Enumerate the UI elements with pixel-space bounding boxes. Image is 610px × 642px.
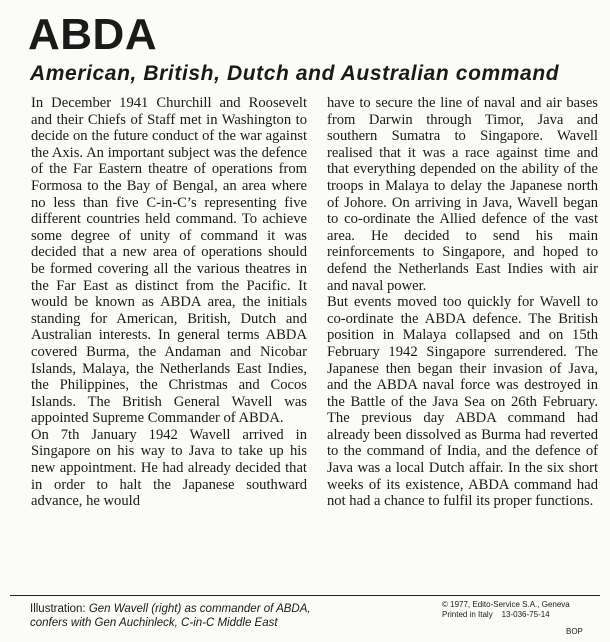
copyright-line: © 1977, Edito-Service S.A., Geneva <box>442 600 570 609</box>
left-text-column <box>31 95 307 510</box>
card-title: ABDA <box>28 10 158 59</box>
card-subtitle: American, British, Dutch and Australian command <box>30 62 560 85</box>
illustration-caption <box>30 602 311 630</box>
body-paragraph: have to secure the line of naval and air bases from Darwin through Timor, Java and southern Sumatra to Singapore. Wavell realised that it was a race against time and that everything depended on the ability of the troops in Malaya to delay the Japanese north of Johore. On arriving in Java, Wavell began to co-ordinate the Allied defence of the vast area. He decided to send his main reinforcements to Singapore, and hoped to defend the Netherlands East Indies with air and naval power. <box>327 95 598 294</box>
card-number: 13-036-75-14 <box>501 610 550 619</box>
body-paragraph: In December 1941 Churchill and Roosevelt and their Chiefs of Staff met in Washington to decide on the future conduct of the war against the Axis. An important subject was the defence of the Far Eastern theatre of operations from Formosa to the Bay of Bengal, an area where no less than five C-in-C’s representing five different countries held command. To achieve some degree of unity of command it was decided that a new area of operations should be formed covering all the various theatres in the Far East as distinct from the Pacific. It would be known as ABDA area, the initials standing for American, British, Dutch and Australian interests. In general terms ABDA covered Burma, the Andaman and Nicobar Islands, Malaya, the Netherlands East Indies, the Philippines, the Christmas and Cocos Islands. The British General Wavell was appointed Supreme Commander of ABDA. <box>31 95 307 427</box>
body-paragraph: On 7th January 1942 Wavell arrived in Singapore on his way to Java to take up his new appointment. He had already decided that in order to halt the Japanese southward advance, he would <box>31 426 307 510</box>
publisher-credits <box>442 600 570 620</box>
printed-in: Printed in Italy <box>442 610 493 619</box>
body-paragraph: But events moved too quickly for Wavell to co-ordinate the ABDA defence. The British position in Malaya collapsed and on 15th February 1942 Singapore surrendered. The Japanese then began their invasion of Java, and the ABDA naval force was destroyed in the Battle of the Java Sea on 26th February. The previous day ABDA command had already been dissolved as Burma had reverted to the command of India, and the defence of Java was a local Dutch affair. In the six short weeks of its existence, ABDA command had not had a chance to fulfil its proper functions. <box>327 294 598 510</box>
caption-line-1: Gen Wavell (right) as commander of ABDA, <box>88 603 311 615</box>
footer-divider <box>10 595 600 596</box>
card-code: BOP <box>566 627 583 636</box>
printed-line <box>442 610 570 620</box>
caption-line-2: confers with Gen Auchinleck, C-in-C Middle East <box>30 617 278 629</box>
right-text-column <box>327 95 598 510</box>
caption-label: Illustration: <box>30 603 86 615</box>
